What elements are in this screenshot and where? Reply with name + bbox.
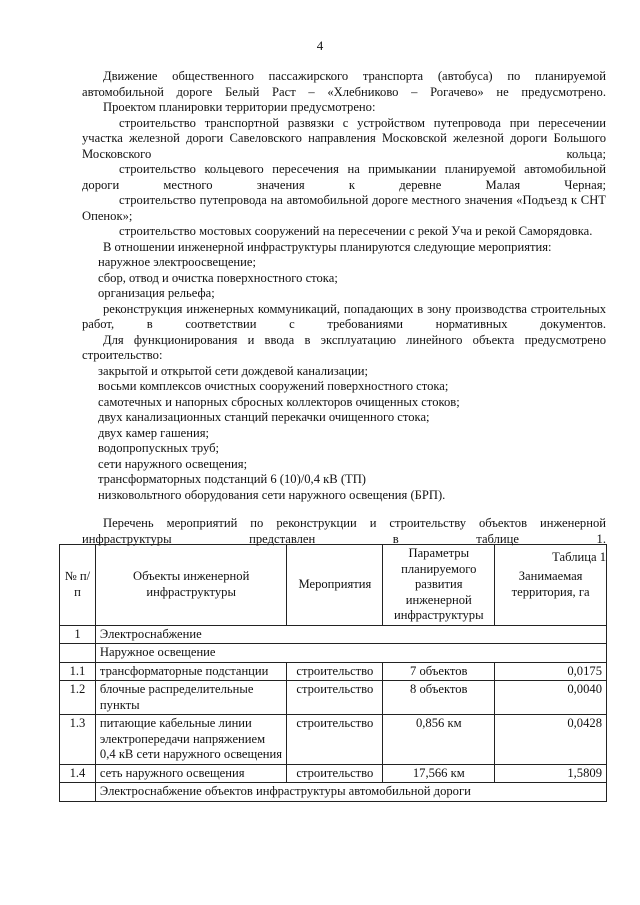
paragraph: двух камер гашения;	[98, 425, 210, 440]
infrastructure-table	[59, 544, 607, 802]
cell-section: Электроснабжение	[95, 625, 606, 644]
header-measures: Мероприятия	[287, 545, 383, 626]
cell-num: 1.4	[60, 764, 96, 783]
paragraph: восьми комплексов очистных сооружений поверхностного стока;	[98, 379, 449, 393]
cell-area: 0,0428	[495, 715, 607, 765]
page-number: 4	[316, 38, 324, 53]
cell-area: 0,0175	[495, 662, 607, 681]
cell-object: трансформаторные подстанции	[95, 662, 286, 681]
paragraph: строительство транспортной развязки с устройством путепровода при пересечении участка железной дороги Савеловского направления Московской железной дороги Большого Московского кольца;	[82, 115, 606, 161]
paragraph: строительство мостовых сооружений на пересечении с рекой Уча и рекой Саморядовка.	[119, 224, 593, 238]
paragraph: Проектом планировки территории предусмотрено:	[103, 100, 376, 114]
cell-num: 1.2	[60, 681, 96, 715]
paragraph: реконструкция инженерных коммуникаций, попадающих в зону производства строительных работ, в соответствии с требованиями нормативных документов.	[82, 301, 606, 331]
cell-section: Электроснабжение объектов инфраструктуры автомобильной дороги	[95, 783, 606, 802]
table-section-row	[60, 783, 607, 802]
paragraph: самотечных и напорных сбросных коллекторов очищенных стоков;	[98, 394, 460, 409]
paragraph: двух канализационных станций перекачки очищенного стока;	[98, 410, 430, 424]
paragraph: трансформаторных подстанций 6 (10)/0,4 кВ (ТП)	[98, 472, 366, 486]
paragraph: Перечень мероприятий по реконструкции и строительству объектов инженерной инфраструктуры представлен в таблице 1.	[82, 516, 606, 546]
cell-num: 1.3	[60, 715, 96, 765]
paragraph: сети наружного освещения;	[98, 456, 248, 471]
cell-measure: строительство	[287, 715, 383, 765]
paragraph: организация рельефа;	[98, 286, 215, 300]
cell-num	[60, 783, 96, 802]
paragraph: В отношении инженерной инфраструктуры планируются следующие мероприятия:	[103, 239, 552, 254]
paragraph: строительство кольцевого пересечения на примыкании планируемой автомобильной дороги местного значения к деревне Малая Черная;	[82, 162, 606, 192]
paragraph: Движение общественного пассажирского транспорта (автобуса) по планируемой автомобильной дороге Белый Раст – «Хлебниково – Рогачево» не предусмотрено.	[82, 69, 606, 99]
cell-measure: строительство	[287, 662, 383, 681]
table-row	[60, 715, 607, 765]
paragraph: закрытой и открытой сети дождевой канализации;	[98, 363, 369, 378]
table-caption: Таблица 1	[552, 550, 606, 564]
paragraph: строительство путепровода на автомобильной дороге местного значения «Подъезд к СНТ Опенок»;	[82, 193, 606, 223]
cell-param: 8 объектов	[383, 681, 495, 715]
cell-object: сеть наружного освещения	[95, 764, 286, 783]
header-num: № п/п	[60, 545, 96, 626]
paragraph: водопропускных труб;	[98, 441, 220, 455]
paragraph: сбор, отвод и очистка поверхностного стока;	[98, 270, 338, 285]
table-header-row	[60, 545, 607, 626]
cell-num	[60, 644, 96, 663]
cell-num: 1	[60, 625, 96, 644]
cell-area: 0,0040	[495, 681, 607, 715]
table-section-row	[60, 644, 607, 663]
cell-object: питающие кабельные линии электропередачи напряжением 0,4 кВ сети наружного освещения	[95, 715, 286, 765]
paragraph: низковольтного оборудования сети наружного освещения (БРП).	[98, 487, 446, 502]
cell-param: 0,856 км	[383, 715, 495, 765]
cell-param: 7 объектов	[383, 662, 495, 681]
cell-num: 1.1	[60, 662, 96, 681]
cell-measure: строительство	[287, 681, 383, 715]
table-row	[60, 764, 607, 783]
table-row	[60, 681, 607, 715]
table-row	[60, 662, 607, 681]
cell-section: Наружное освещение	[95, 644, 606, 663]
header-area: Занимаемая территория, га	[495, 545, 607, 626]
cell-measure: строительство	[287, 764, 383, 783]
paragraph: наружное электроосвещение;	[98, 255, 256, 269]
body-text	[82, 69, 606, 566]
table-section-row	[60, 625, 607, 644]
paragraph: Для функционирования и ввода в эксплуатацию линейного объекта предусмотрено строительство:	[82, 332, 606, 362]
header-params: Параметры планируемого развития инженерной инфраструктуры	[383, 545, 495, 626]
cell-area: 1,5809	[495, 764, 607, 783]
cell-object: блочные распределительные пункты	[95, 681, 286, 715]
cell-param: 17,566 км	[383, 764, 495, 783]
header-objects: Объекты инженерной инфраструктуры	[95, 545, 286, 626]
